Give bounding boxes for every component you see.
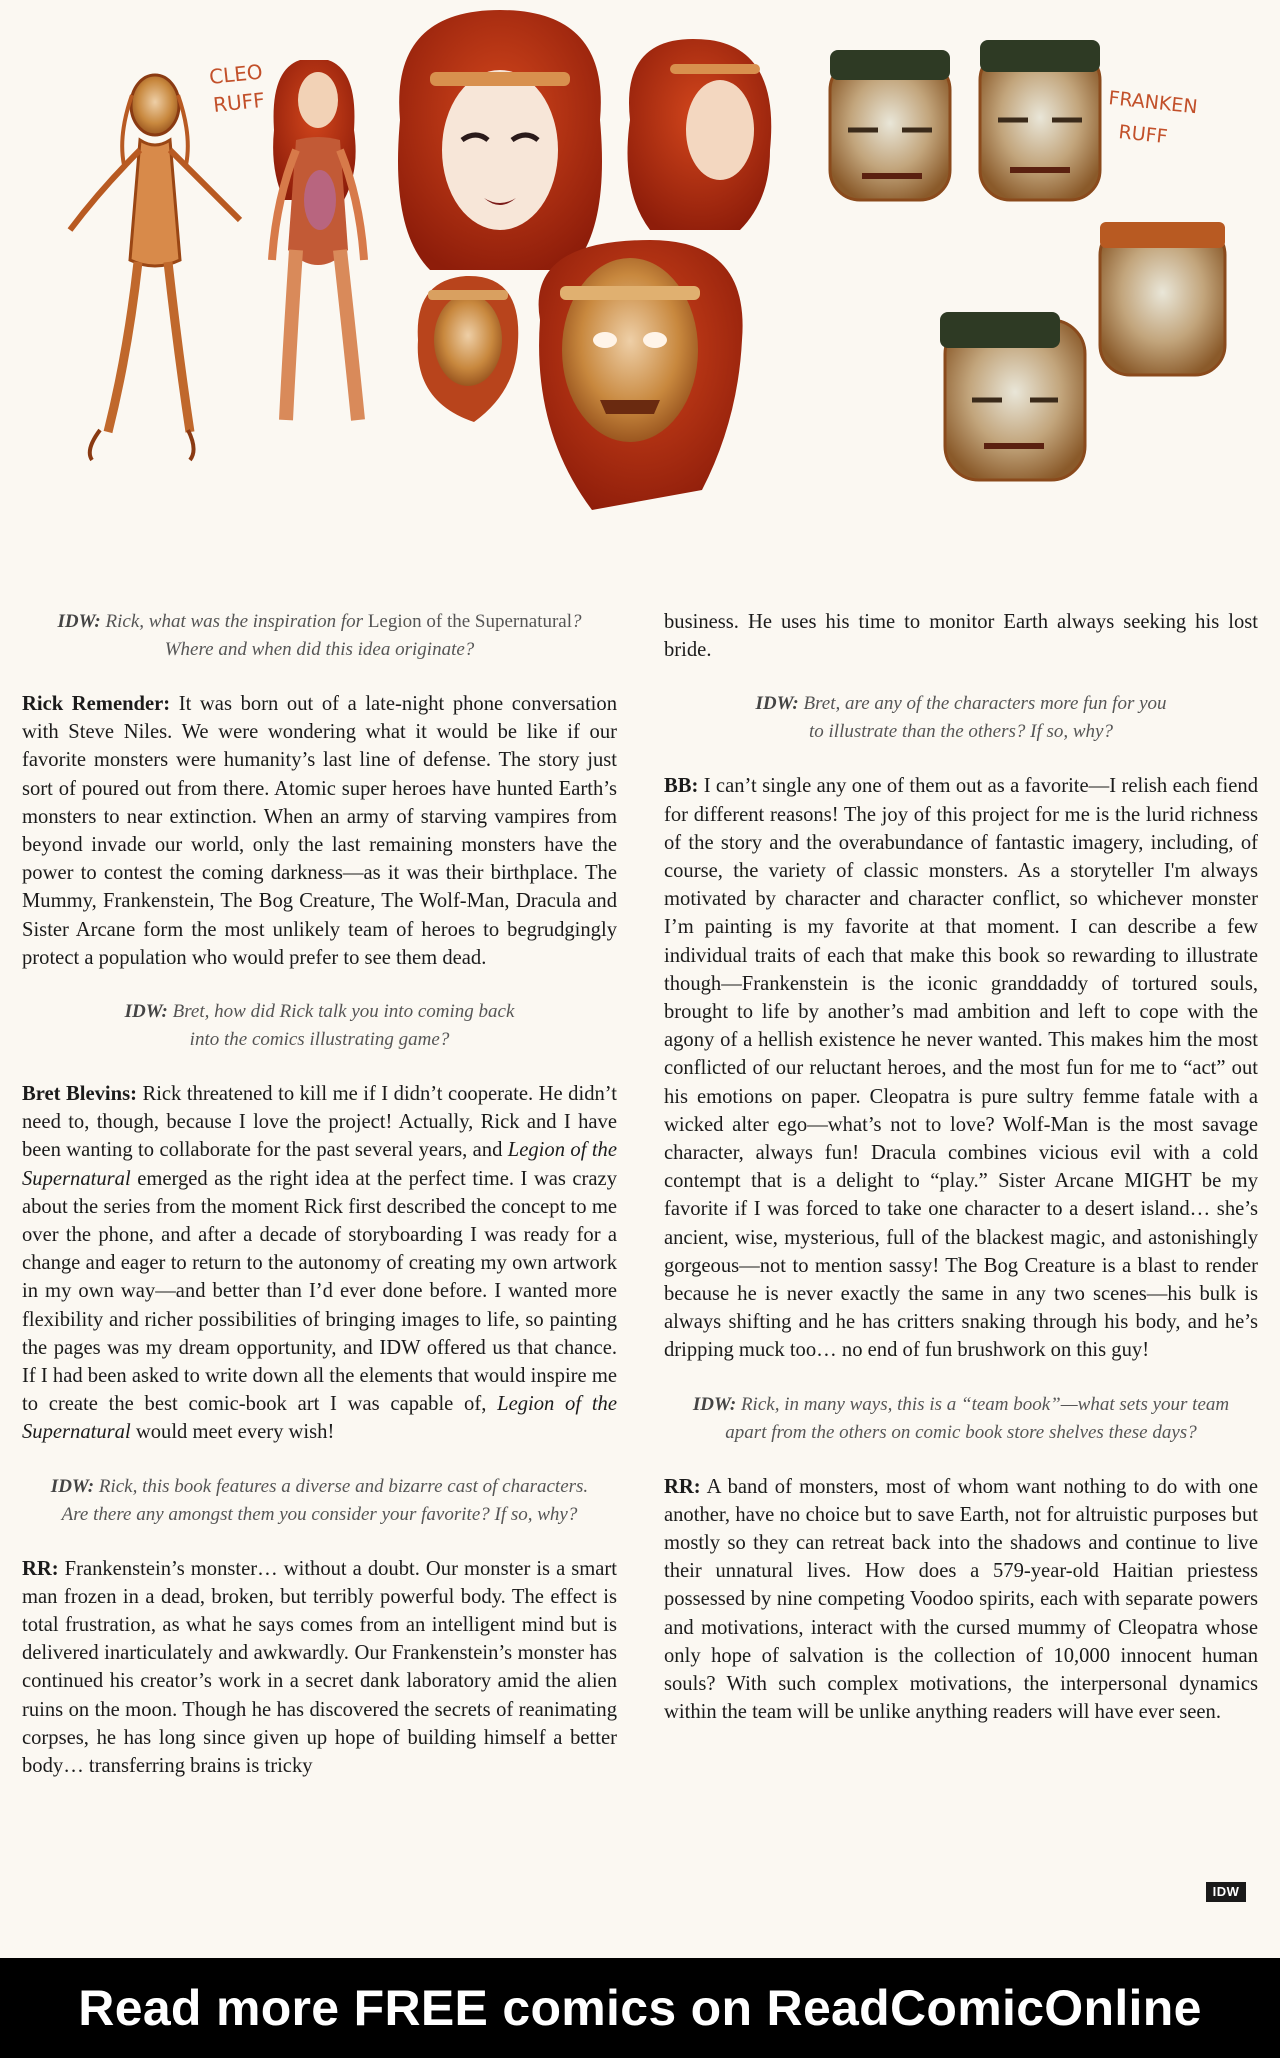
character-sketch-artwork (0, 0, 1280, 590)
question-fun-to-illustrate: IDW: Bret, are any of the characters more fun for you to illustrate than the others? If so, why? (755, 693, 1167, 743)
frankenstein-head-2 (980, 40, 1100, 200)
idw-logo: IDW (1206, 1882, 1246, 1902)
label-cleo-ruff-line2: RUFF (212, 87, 266, 117)
left-column (22, 608, 617, 1806)
question-team-book: IDW: Rick, in many ways, this is a “team book”—what sets your team apart from the others on comic book store shelves these days? (692, 1393, 1230, 1443)
frankenstein-head-4 (940, 312, 1085, 480)
label-franken-ruff-line1: FRANKEN (1107, 87, 1199, 119)
answer-rr-continued: business. He uses his time to monitor Earth always seeking his lost bride. (664, 611, 1258, 662)
cleopatra-head-large (398, 10, 602, 270)
answer-bb-favorite: BB: I can’t single any one of them out as a favorite—I relish each fiend for different reasons! The joy of this project for me is the lurid richness of the story and the overabundance of fantastic imagery, including, of course, the variety of classic monsters. As a storyteller I'm always motivated by character and character conflict, so whichever monster I’m painting is my favorite at that moment. I can describe a few individual traits of each that make this book so rewarding to illustrate though—Frankenstein is the iconic granddaddy of tortured souls, brought to life by another’s mad ambition and left to cope with the agony of a hellish existence he never wanted. This makes him the most conflicted of our reluctant heroes, and the most fun for me to “act” out his emotions on paper. Cleopatra is pure sultry femme fatale with a wicked alter ego—what’s not to love? Wolf-Man is the most savage character, always fun! Dracula combines vicious evil with a cold contempt that is a delight to “play.” Sister Arcane MIGHT be my favorite if I was forced to take one character to a desert island… she’s ancient, wise, mysterious, full of the blackest magic, and astonishingly gorgeous—not to mention sassy! The Bog Creature is a blast to render because he is never exactly the same in any two scenes—his bulk is always shifting and he has critters snaking through his body, and he’s dripping muck too… no end of fun brushwork on this guy! (664, 775, 1258, 1362)
question-coming-back: IDW: Bret, how did Rick talk you into coming back into the comics illustrating game? (124, 1001, 515, 1051)
question-speaker: IDW: (57, 611, 101, 632)
answer-rick-remender: Rick Remender: It was born out of a late-night phone conversation with Steve Niles. We were wondering what it would be like if our favorite monsters were humanity’s last line of defense. The story just sort of poured out from there. Atomic super heroes have hunted Earth’s monsters to near extinction. When an army of starving vampires from beyond invade our world, only the last remaining monsters have the power to contest the coming darkness—as it was their birthplace. The Mummy, Frankenstein, The Bog Creature, The Wolf-Man, Dracula and Sister Arcane form the most unlikely team of heroes to begrudgingly protect a population who would prefer to see them dead. (22, 693, 617, 969)
answer-bret-blevins: Bret Blevins: Rick threatened to kill me if I didn’t cooperate. He didn’t need to, though, because I love the project! Actually, Rick and I have been wanting to collaborate for the past several years, and Legion of the Supernatural emerged as the right idea at the perfect time. I was crazy about the series from the moment Rick first described the concept to me over the phone, and after a decade of storyboarding I was ready for a change and eager to return to the autonomy of creating my own artwork in my own way—and better than I’d ever done before. I wanted more flexibility and richer possibilities of bringing images to life, so painting the pages was my dream opportunity, and IDW offered us that chance. If I had been asked to write down all the elements that would inspire me to create the best comic-book art I was capable of, Legion of the Supernatural would meet every wish! (22, 1083, 617, 1444)
question-inspiration: IDW: Rick, what was the inspiration for Legion of the Supernatural? Where and when did this idea originate? (57, 611, 582, 660)
mummy-head-small (418, 276, 519, 422)
frankenstein-head-1 (830, 50, 950, 200)
cleopatra-figure (272, 60, 364, 420)
answer-rr-frankenstein: RR: Frankenstein’s monster… without a doubt. Our monster is a smart man frozen in a dead, broken, but terribly powerful body. The effect is total frustration, as what he says comes from an intelligent mind but is delivered inarticulately and awkwardly. Our Frankenstein’s monster has continued his creator’s work in a secret dank laboratory amid the alien ruins on the moon. Though he has discovered the secrets of reanimating corpses, he has long since given up hope of building himself a better body… transferring brains is tricky (22, 1557, 617, 1778)
label-franken-ruff-line2: RUFF (1117, 121, 1169, 149)
mummy-figure (70, 75, 240, 460)
question-favorite-character: IDW: Rick, this book features a diverse and bizarre cast of characters. Are there any amongst them you consider your favorite? If so, why? (50, 1475, 589, 1525)
right-column (664, 608, 1258, 1753)
answer-speaker: Rick Remender: (22, 693, 171, 715)
read-more-banner-link[interactable] (0, 1958, 1280, 2058)
label-cleo-ruff-line1: CLEO (208, 59, 264, 89)
frankenstein-head-3 (1100, 222, 1225, 375)
mummy-head-large (539, 240, 743, 510)
banner-text: Read more FREE comics on ReadComicOnline (78, 1980, 1202, 2036)
answer-rr-team: RR: A band of monsters, most of whom want nothing to do with one another, have no choice but to save Earth, not for altruistic purposes but mostly so they can retreat back into the shadows and continue to live their unnatural lives. How does a 579-year-old Haitian priestess possessed by nine competing Voodoo spirits, each with separate powers and motivations, interact with the cursed mummy of Cleopatra whose only hope of salvation is the collection of 10,000 innocent human souls? With such complex motivations, the interpersonal dynamics within the team will be unlike anything readers will have ever seen. (664, 1475, 1258, 1724)
cleopatra-head-profile (628, 39, 772, 230)
